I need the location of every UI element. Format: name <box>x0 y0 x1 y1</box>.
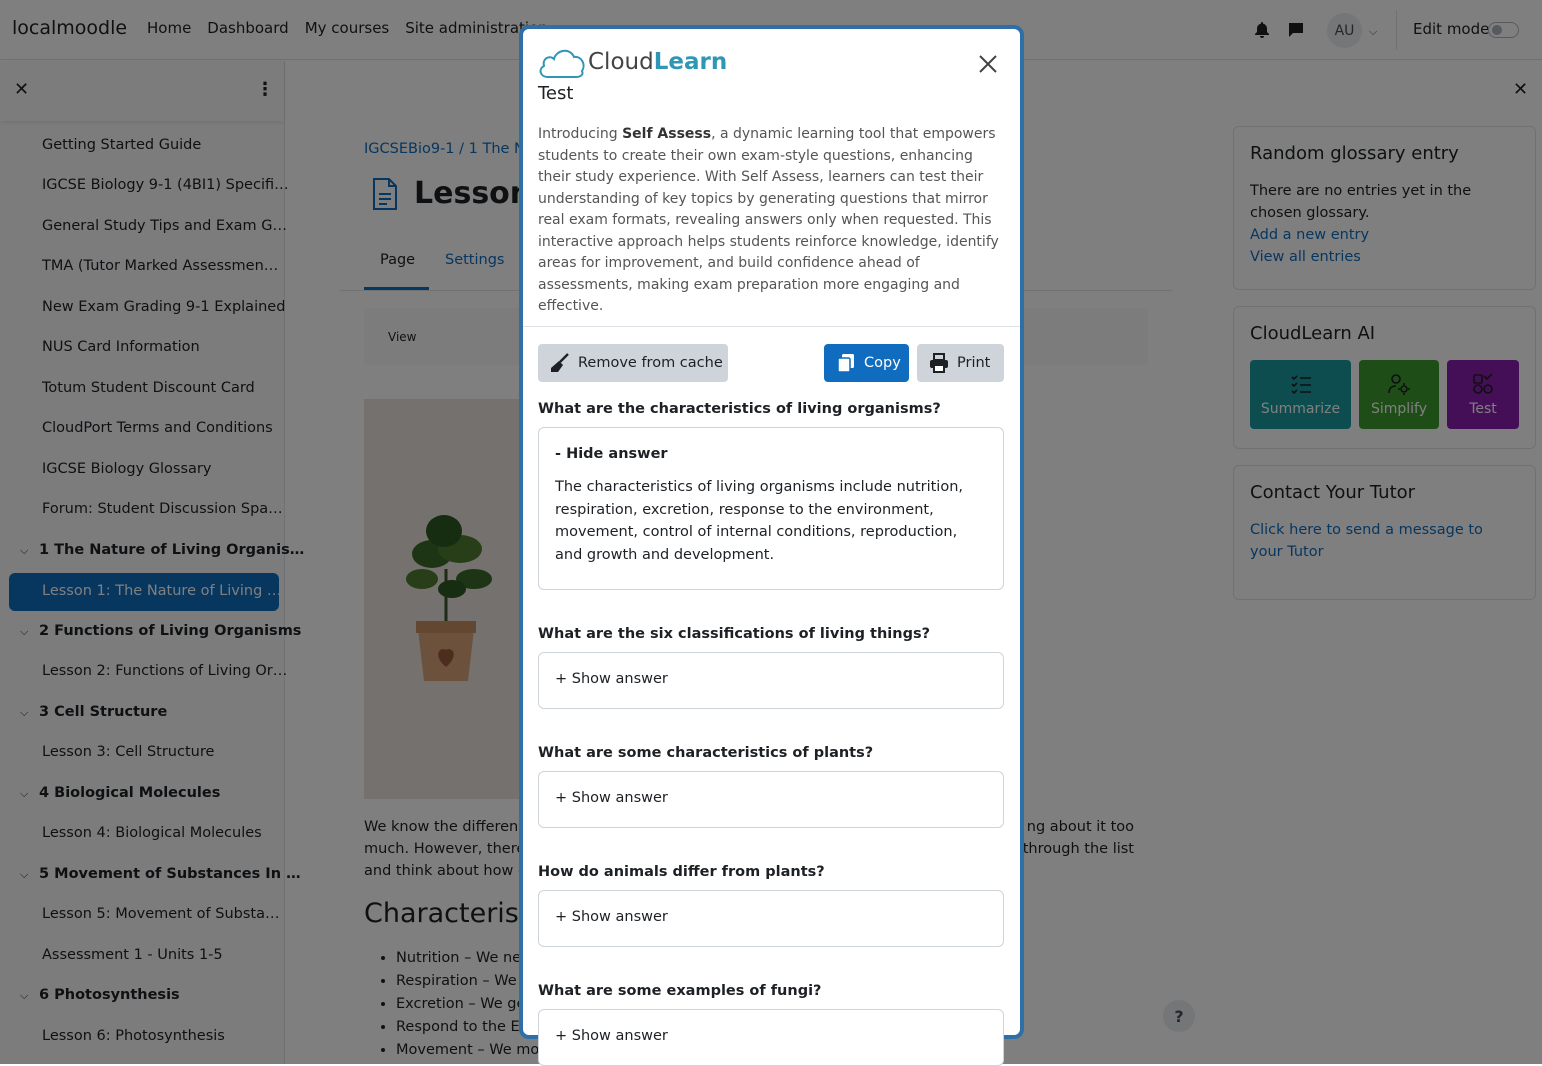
remove-from-cache-button[interactable] <box>538 344 728 382</box>
intro-prefix: Introducing <box>538 126 623 142</box>
copy-button[interactable] <box>824 344 909 382</box>
copy-label: Copy <box>864 355 901 371</box>
logo-text-learn: Learn <box>653 49 728 75</box>
question-text: What are the six classifications of living things? <box>538 626 931 642</box>
answer-panel[interactable] <box>538 1009 1004 1066</box>
close-icon[interactable] <box>977 53 999 75</box>
broom-icon <box>550 353 570 373</box>
question-text: How do animals differ from plants? <box>538 864 825 880</box>
answer-panel[interactable] <box>538 890 1004 947</box>
answer-panel[interactable] <box>538 771 1004 828</box>
remove-cache-label: Remove from cache <box>578 355 723 371</box>
logo-text-cloud: Cloud <box>588 49 654 75</box>
printer-icon <box>929 353 949 373</box>
modal-divider <box>523 326 1020 327</box>
show-answer-toggle[interactable]: + Show answer <box>555 909 668 925</box>
hide-answer-toggle[interactable]: - Hide answer <box>555 446 668 462</box>
question-text: What are some examples of fungi? <box>538 983 822 999</box>
intro-bold: Self Assess <box>622 126 712 142</box>
question-text: What are some characteristics of plants? <box>538 745 874 761</box>
copy-icon <box>836 353 856 373</box>
self-assess-modal <box>519 25 1024 1044</box>
modal-title: Test <box>538 83 574 104</box>
intro-rest: , a dynamic learning tool that empowers students to create their own exam-style questions, enhancing their study experience. With Self Assess, learners can test their understanding of key topics by generating questions that mirror real exam formats, revealing answers only when requested. This interactive approach helps students reinforce knowledge, identify areas for improvement, and build confidence ahead of assessments, making exam preparation more engaging and effective. <box>538 126 999 314</box>
cloud-logo-icon <box>538 45 586 79</box>
question-text: What are the characteristics of living organisms? <box>538 401 941 417</box>
show-answer-toggle[interactable]: + Show answer <box>555 790 668 806</box>
answer-panel[interactable] <box>538 652 1004 709</box>
answer-text: The characteristics of living organisms include nutrition, respiration, excretion, response to the environment, movement, control of internal conditions, reproduction, and growth and development. <box>555 479 964 563</box>
answer-panel-open <box>538 427 1004 590</box>
show-answer-toggle[interactable]: + Show answer <box>555 671 668 687</box>
print-button[interactable] <box>917 344 1004 382</box>
print-label: Print <box>957 355 991 371</box>
cloudlearn-logo <box>538 45 727 79</box>
show-answer-toggle[interactable]: + Show answer <box>555 1028 668 1044</box>
intro-text <box>538 124 1008 318</box>
